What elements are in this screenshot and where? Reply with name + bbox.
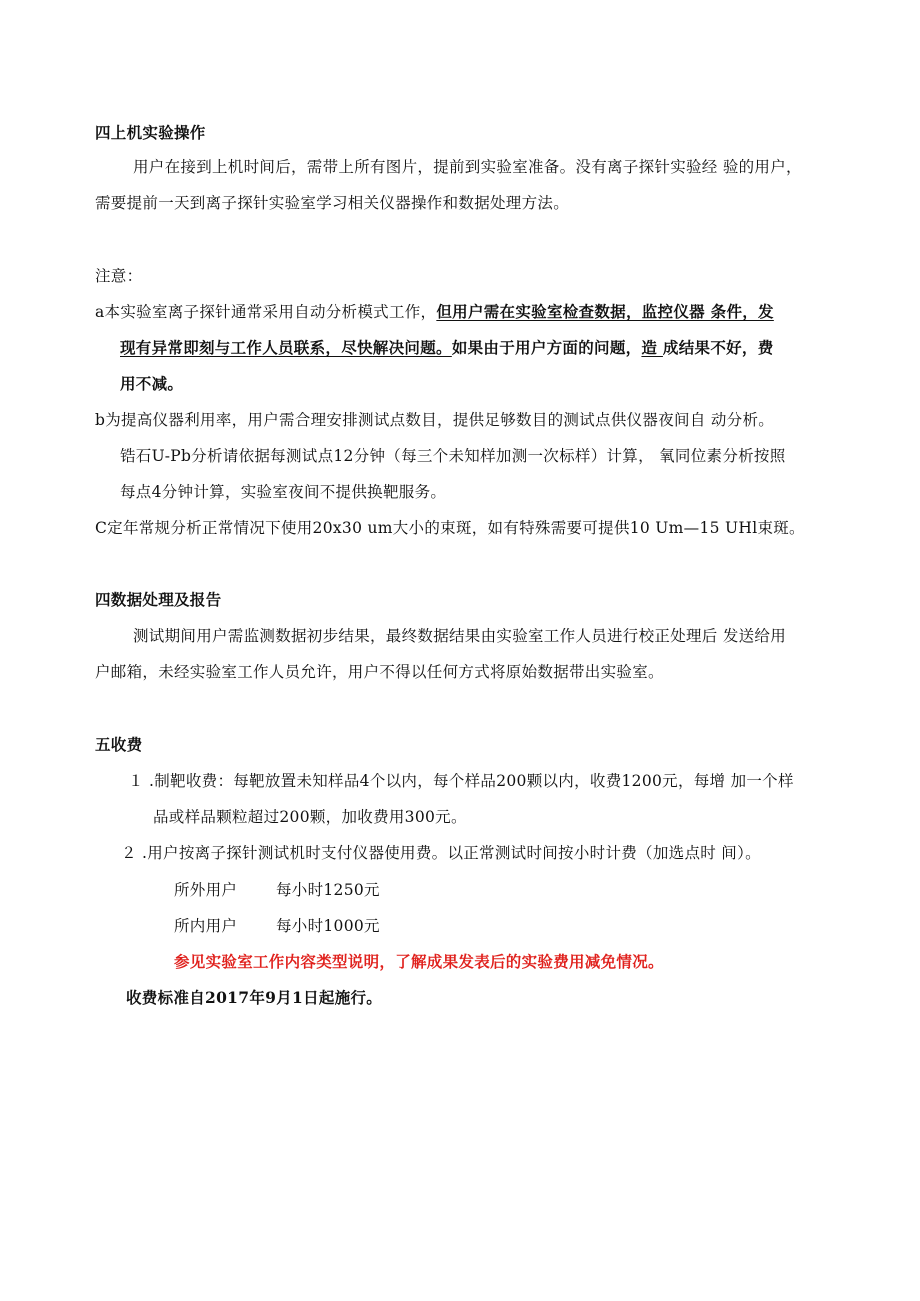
note-a-line2 xyxy=(120,336,774,358)
note-a-line1 xyxy=(95,300,774,322)
note-b-line3: 每点4分钟计算，实验室夜间不提供换靶服务。 xyxy=(120,483,447,501)
note-a-bold-part2: 成结果不好，费 xyxy=(662,338,774,357)
fee-inside-label: 所内用户 xyxy=(174,917,238,935)
section-heading-fees: 五收费 xyxy=(95,735,143,754)
note-a-prefix: a本实验室离子探针通常采用自动分析模式工作， xyxy=(95,303,437,321)
paragraph-line: 用户在接到上机时间后，需带上所有图片，提前到实验室准备。没有离子探针实验经 验的用户， xyxy=(133,158,802,176)
note-a-emphasis: 但用户需在实验室检查数据，监控仪器 条件，发 xyxy=(436,302,774,321)
note-a-line3: 用不减。 xyxy=(120,374,184,393)
fee-item-1-line2: 品或样品颗粒超过200颗，加收费用300元。 xyxy=(153,808,467,826)
fee-inside-value: 每小时1000元 xyxy=(276,917,380,935)
note-a-underlined-part2: 造 xyxy=(641,338,663,357)
fee-item-1-line1: １ .制靶收费：每靶放置未知样品4个以内，每个样品200颗以内，收费1200元，每增 加一个样 xyxy=(128,772,794,790)
paragraph-line: 测试期间用户需监测数据初步结果，最终数据结果由实验室工作人员进行校正处理后 发送给用 xyxy=(133,627,787,645)
section-heading-data-processing: 四数据处理及报告 xyxy=(95,590,222,609)
note-a-bold-part: 如果由于用户方面的问题， xyxy=(451,338,642,357)
paragraph-line: 需要提前一天到离子探针实验室学习相关仪器操作和数据处理方法。 xyxy=(95,194,570,212)
fee-outside-value: 每小时1250元 xyxy=(276,881,380,899)
notes-label: 注意： xyxy=(95,267,143,285)
fee-reduction-note: 参见实验室工作内容类型说明，了解成果发表后的实验费用减免情况。 xyxy=(174,952,664,971)
note-a-underlined-part: 现有异常即刻与工作人员联系，尽快解决问题。 xyxy=(120,338,452,357)
effective-date-note: 收费标准自2017年9月1日起施行。 xyxy=(126,988,383,1007)
note-b-line1: b为提高仪器利用率，用户需合理安排测试点数目，提供足够数目的测试点供仪器夜间自 动分析。 xyxy=(95,411,775,429)
note-b-line2: 锆石U-Pb分析请依据每测试点12分钟（每三个未知样加测一次标样）计算， 氧同位素分析按照 xyxy=(120,447,786,465)
note-c-line1: C定年常规分析正常情况下使用20x30 um大小的束斑，如有特殊需要可提供10 Um—15 UHl束斑。 xyxy=(95,519,805,537)
fee-item-2-line1: ２ .用户按离子探针测试机时支付仪器使用费。以正常测试时间按小时计费（加选点时 间）。 xyxy=(121,844,761,862)
fee-outside-label: 所外用户 xyxy=(174,881,238,899)
paragraph-line: 户邮箱，未经实验室工作人员允许，用户不得以任何方式将原始数据带出实验室。 xyxy=(95,663,664,681)
section-heading-lab-operation: 四上机实验操作 xyxy=(95,123,206,142)
